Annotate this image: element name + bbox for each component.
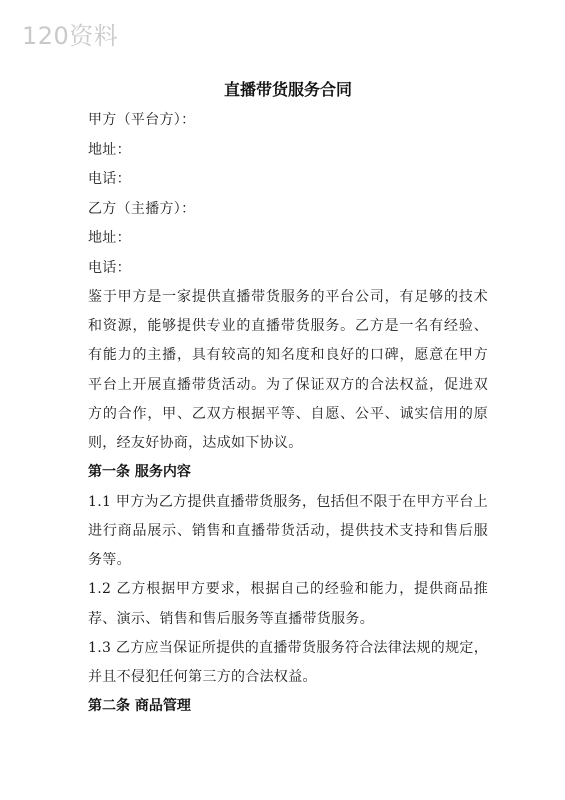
document-title: 直播带货服务合同: [223, 80, 352, 99]
party-b-phone: 电话：: [88, 259, 131, 276]
party-b-label: 乙方（主播方）：: [88, 200, 196, 217]
clause-1-1: 1.1 甲方为乙方提供直播带货服务，包括但不限于在甲方平台上进行商品展示、销售和直播带货活动，提供技术支持和售后服务等。: [88, 493, 488, 569]
party-a-address: 地址：: [88, 141, 131, 158]
article-1-heading: 第一条 服务内容: [88, 464, 191, 481]
party-a-label: 甲方（平台方）：: [88, 112, 196, 128]
clause-1-3: 1.3 乙方应当保证所提供的直播带货服务符合法律法规的规定，并且不侵犯任何第三方的合法权益。: [88, 639, 488, 685]
party-a-phone: 电话：: [88, 171, 131, 187]
article-2-heading: 第二条 商品管理: [88, 698, 191, 715]
party-b-address: 地址：: [88, 230, 131, 246]
watermark-text: 120资料: [22, 22, 119, 50]
contract-page: [88, 76, 488, 722]
clause-1-2: 1.2 乙方根据甲方要求，根据自己的经验和能力，提供商品推荐、演示、销售和售后服务等直播带货服务。: [88, 581, 488, 627]
preamble-paragraph: 鉴于甲方是一家提供直播带货服务的平台公司，有足够的技术和资源，能够提供专业的直播带货服务。乙方是一名有经验、有能力的主播，具有较高的知名度和良好的口碑，愿意在甲方平台上开展直播带货活动。为了保证双方的合法权益，促进双方的合作，甲、乙双方根据平等、自愿、公平、诚实信用的原则，经友好协商，达成如下协议。: [88, 289, 488, 452]
